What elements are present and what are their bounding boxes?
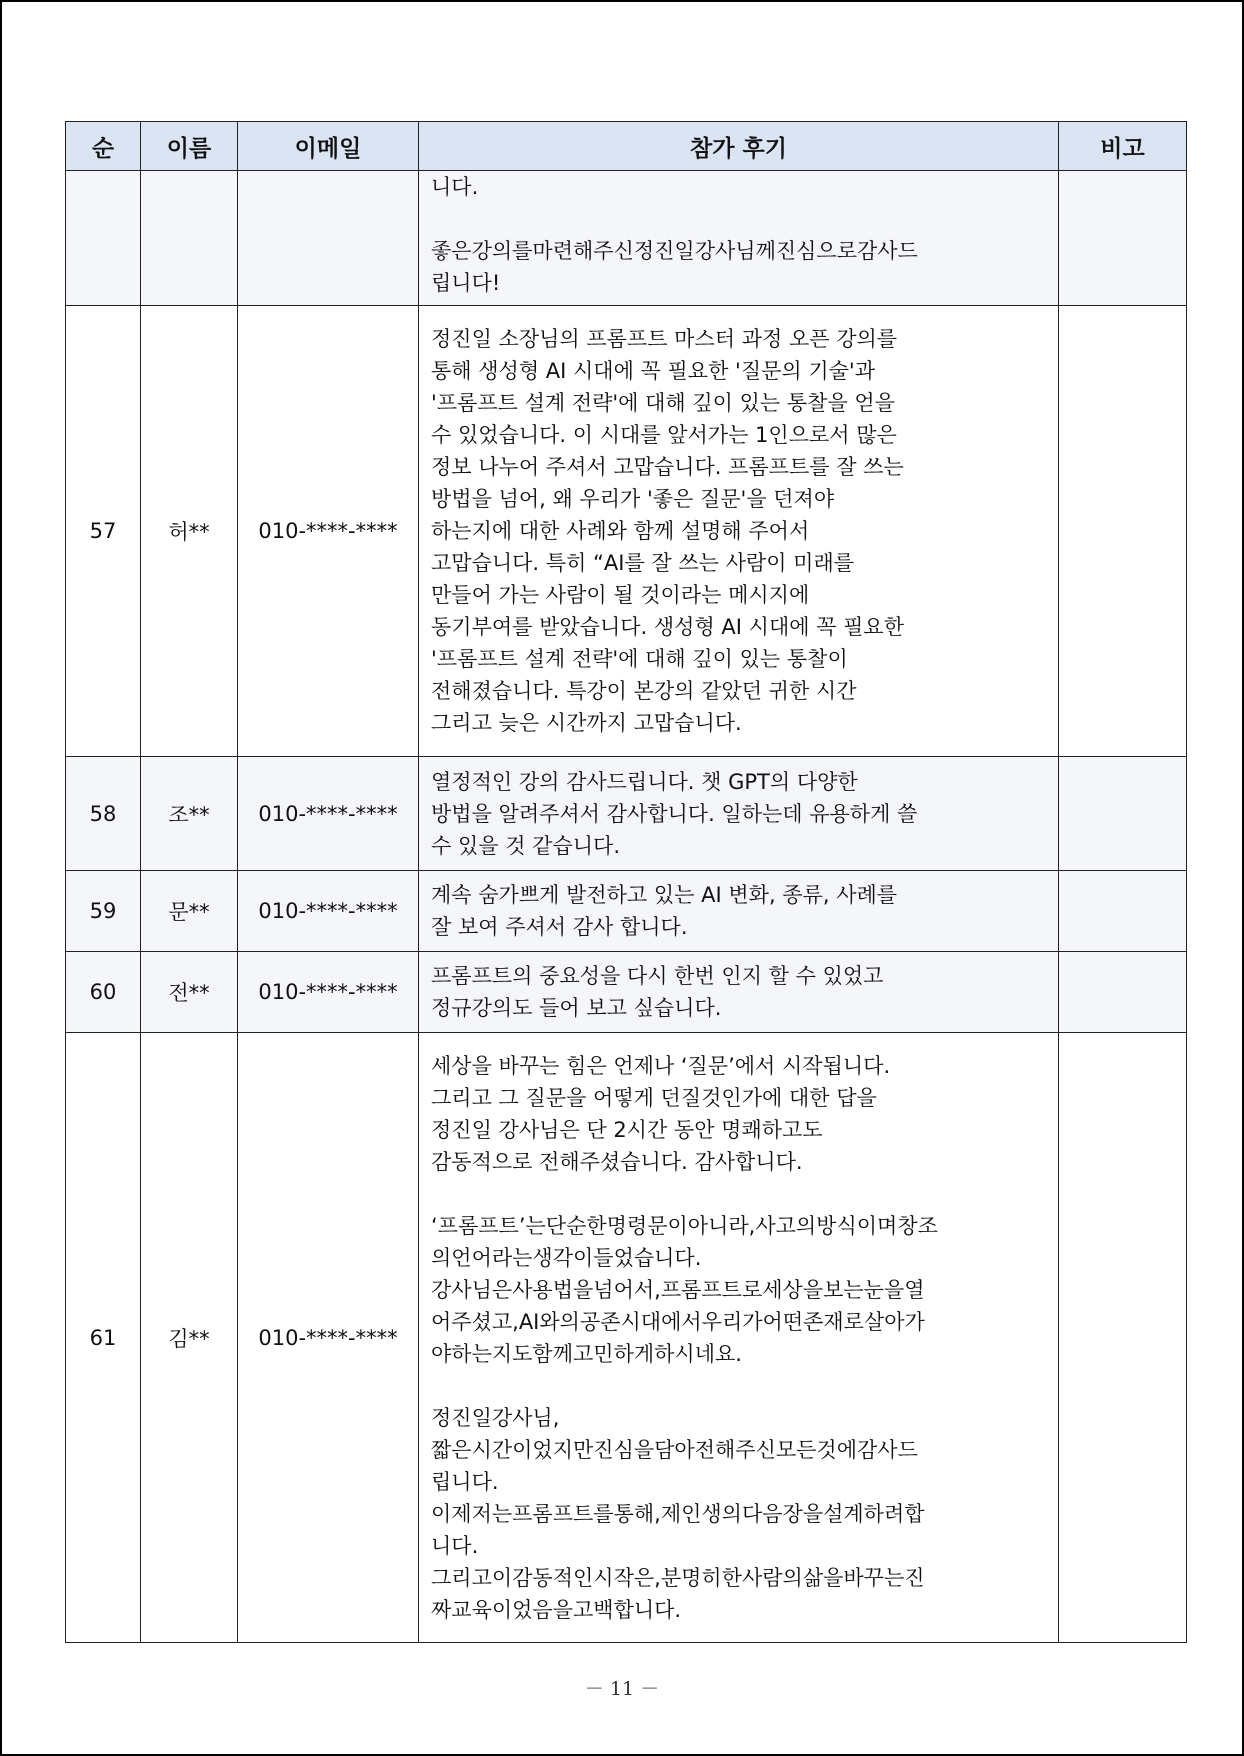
row-note [1059,757,1187,871]
row-review: 열정적인 강의 감사드립니다. 챗 GPT의 다양한 방법을 알려주셔서 감사합니다. 일하는데 유용하게 쓸 수 있을 것 같습니다. [419,757,1059,871]
table-row [66,871,1187,952]
row-num: 58 [66,757,141,871]
row-email [238,171,419,306]
row-name: 허** [141,306,238,757]
row-email: 010-****-**** [238,1033,419,1643]
table-row [66,952,1187,1033]
row-num: 59 [66,871,141,952]
row-name [141,171,238,306]
table-row [66,1033,1187,1643]
header-name: 이름 [141,122,238,171]
row-review: 프롬프트의 중요성을 다시 한번 인지 할 수 있었고 정규강의도 들어 보고 싶습니다. [419,952,1059,1033]
header-num: 순 [66,122,141,171]
row-email: 010-****-**** [238,306,419,757]
row-num: 61 [66,1033,141,1643]
page-number: － 11 － [584,1678,660,1700]
row-email: 010-****-**** [238,871,419,952]
header-email: 이메일 [238,122,419,171]
table-row [66,306,1187,757]
row-email: 010-****-**** [238,757,419,871]
table-row [66,757,1187,871]
table-row [66,171,1187,306]
row-review: 세상을 바꾸는 힘은 언제나 ‘질문’에서 시작됩니다. 그리고 그 질문을 어떻게 던질것인가에 대한 답을 정진일 강사님은 단 2시간 동안 명쾌하고도 감동적으로 전해주셨습니다. 감사합니다. ‘프롬프트’는단순한명령문이아니라,사고의방식이며창조 의언어라는생각이들었습니다. 강사님은사용법을넘어서,프롬프트로세상을보는눈을열 어주셨고,AI와의공존시대에서우리가어떤존재로살아가 야하는지도함께고민하게하시네요. 정진일강사님, 짧은시간이었지만진심을담아전해주신모든것에감사드 립니다. 이제저는프롬프트를통해,제인생의다음장을설계하려합 니다. 그리고이감동적인시작은,분명히한사람의삶을바꾸는진 짜교육이었음을고백합니다. [419,1033,1059,1643]
row-note [1059,952,1187,1033]
row-note [1059,306,1187,757]
row-review: 니다. 좋은강의를마련해주신정진일강사님께진심으로감사드 립니다! [419,171,1059,306]
row-review: 정진일 소장님의 프롬프트 마스터 과정 오픈 강의를 통해 생성형 AI 시대에 꼭 필요한 '질문의 기술'과 '프롬프트 설계 전략'에 대해 깊이 있는 통찰을 얻을 수 있었습니다. 이 시대를 앞서가는 1인으로서 많은 정보 나누어 주셔서 고맙습니다. 프롬프트를 잘 쓰는 방법을 넘어, 왜 우리가 '좋은 질문'을 던져야 하는지에 대한 사례와 함께 설명해 주어서 고맙습니다. 특히 “AI를 잘 쓰는 사람이 미래를 만들어 가는 사람이 될 것이라는 메시지에 동기부여를 받았습니다. 생성형 AI 시대에 꼭 필요한 '프롬프트 설계 전략'에 대해 깊이 있는 통찰이 전해졌습니다. 특강이 본강의 같았던 귀한 시간 그리고 늦은 시간까지 고맙습니다. [419,306,1059,757]
header-review: 참가 후기 [419,122,1059,171]
row-name: 문** [141,871,238,952]
row-name: 전** [141,952,238,1033]
table-header-row [66,122,1187,171]
row-email: 010-****-**** [238,952,419,1033]
header-note: 비고 [1059,122,1187,171]
row-num [66,171,141,306]
row-note [1059,871,1187,952]
row-note [1059,1033,1187,1643]
feedback-table [65,121,1187,1643]
row-name: 김** [141,1033,238,1643]
row-name: 조** [141,757,238,871]
row-num: 57 [66,306,141,757]
row-note [1059,171,1187,306]
row-num: 60 [66,952,141,1033]
row-review: 계속 숨가쁘게 발전하고 있는 AI 변화, 종류, 사례를 잘 보여 주셔서 감사 합니다. [419,871,1059,952]
